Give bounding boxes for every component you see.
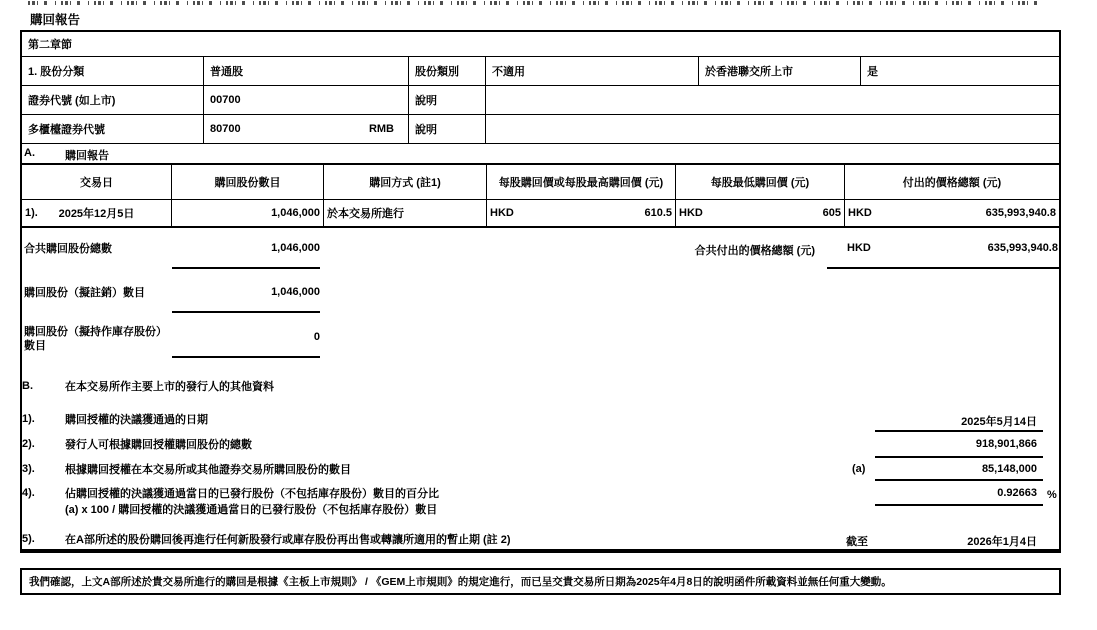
- item3-underline: [875, 479, 1043, 481]
- multi-counter-remark-value: [486, 115, 1059, 144]
- multi-counter-code: 80700: [210, 123, 241, 135]
- item3-text: 根據購回授權在本交易所或其他證券交易所購回股份的數目: [65, 464, 351, 476]
- confirmation-text: 我們確認，上文A部所述於貴交易所進行的購回是根據《主板上市規則》 / 《GEM上市規則》的規定進行，而已呈交貴交易所日期為2025年4月8日的說明函件所載資料並無任何重大變動。: [29, 576, 892, 588]
- stock-code-value: 00700: [204, 86, 409, 115]
- cancel-shares-value: 1,046,000: [271, 286, 320, 298]
- grand-total-currency: HKD: [847, 242, 871, 254]
- item2-number: 2).: [22, 438, 35, 450]
- section2-header: 第二章節: [22, 32, 1059, 57]
- trade-method: 於本交易所進行: [324, 200, 487, 226]
- cancel-shares-underline: [172, 311, 320, 313]
- cancel-shares-label: 購回股份（擬註銷）數目: [24, 287, 145, 299]
- share-type-value: 不適用: [486, 57, 699, 86]
- trade-low-price: 605: [822, 207, 841, 219]
- item1-number: 1).: [22, 413, 35, 425]
- item5-value: 2026年1月4日: [967, 536, 1037, 548]
- item4-percent-sign: %: [1047, 489, 1057, 501]
- share-info-table: [22, 32, 1059, 144]
- item5-number: 5).: [22, 533, 35, 545]
- column-header-trade-date: 交易日: [22, 165, 172, 200]
- trade-high-price: 610.5: [644, 207, 672, 219]
- trade-row-number: 1).: [25, 207, 38, 219]
- item4-text-line1: 佔購回授權的決議獲通過當日的已發行股份（不包括庫存股份）數目的百分比: [65, 488, 439, 500]
- trade-date: 2025年12月5日: [58, 208, 135, 220]
- column-header-method: 購回方式 (註1): [324, 165, 487, 200]
- item3-number: 3).: [22, 463, 35, 475]
- trade-total-paid-cell: [845, 200, 1059, 226]
- listed-on-hkex-value: 是: [861, 57, 1059, 86]
- multi-counter-remark-label: 說明: [409, 115, 486, 144]
- share-class-value: 普通股: [204, 57, 409, 86]
- item5-text: 在A部所述的股份購回後再進行任何新股發行或庫存股份再出售或轉讓所適用的暫止期 (註 2): [65, 534, 511, 546]
- stock-code-remark-value: [486, 86, 1059, 115]
- item3-marker: (a): [852, 463, 866, 475]
- listed-on-hkex-label: 於香港聯交所上市: [699, 57, 861, 86]
- trade-row-date-cell: [22, 200, 172, 226]
- grand-total-underline: [827, 267, 1059, 269]
- item2-underline: [875, 456, 1043, 458]
- total-shares-value: 1,046,000: [271, 242, 320, 254]
- section-a-prefix: A.: [24, 147, 35, 159]
- item5-marker: 截至: [846, 536, 868, 548]
- item4-number: 4).: [22, 487, 35, 499]
- trade-paid-total: 635,993,940.8: [985, 207, 1056, 219]
- grand-total-value: 635,993,940.8: [987, 242, 1058, 254]
- trade-low-price-cell: [676, 200, 845, 226]
- treasury-shares-underline: [172, 356, 320, 358]
- trade-table: [20, 163, 1061, 228]
- item4-value: 0.92663: [997, 487, 1037, 499]
- item1-value: 2025年5月14日: [961, 416, 1037, 428]
- total-shares-underline: [172, 267, 320, 269]
- treasury-shares-value: 0: [313, 331, 320, 343]
- trade-low-currency: HKD: [679, 207, 703, 219]
- stock-code-label: 證券代號 (如上市): [22, 86, 204, 115]
- trade-high-currency: HKD: [490, 207, 514, 219]
- treasury-shares-label: 購回股份（擬持作庫存股份）數目: [24, 326, 167, 352]
- item3-value: 85,148,000: [981, 463, 1037, 475]
- column-header-price-or-highest: 每股購回價或每股最高購回價 (元): [487, 165, 676, 200]
- item2-value: 918,901,866: [975, 438, 1037, 450]
- clipped-top-text: [28, 1, 1040, 5]
- item4-underline: [875, 504, 1043, 506]
- trade-shares: 1,046,000: [172, 200, 324, 226]
- share-class-label: 1. 股份分類: [22, 57, 204, 86]
- confirmation-box: [20, 568, 1061, 595]
- page-title: 購回報告: [30, 13, 81, 27]
- item1-underline: [875, 430, 1043, 432]
- item2-text: 發行人可根據購回授權購回股份的總數: [65, 439, 252, 451]
- trade-paid-currency: HKD: [848, 207, 872, 219]
- multi-counter-currency: RMB: [368, 123, 394, 135]
- multi-counter-code-value: [204, 115, 409, 144]
- share-type-label: 股份類別: [409, 57, 486, 86]
- section-a-heading: 購回報告: [65, 150, 109, 162]
- section-b-prefix: B.: [22, 380, 33, 392]
- stock-code-remark-label: 說明: [409, 86, 486, 115]
- item1-text: 購回授權的決議獲通過的日期: [65, 414, 208, 426]
- section-b-heading: 在本交易所作主要上市的發行人的其他資料: [65, 381, 274, 393]
- column-header-total-paid: 付出的價格總額 (元): [845, 165, 1059, 200]
- column-header-lowest-price: 每股最低購回價 (元): [676, 165, 845, 200]
- item4-text-line2: (a) x 100 / 購回授權的決議獲通過當日的已發行股份（不包括庫存股份）數目: [65, 504, 438, 516]
- trade-high-price-cell: [487, 200, 676, 226]
- multi-counter-code-label: 多櫃檯證券代號: [22, 115, 204, 144]
- grand-total-label: 合共付出的價格總額 (元): [694, 245, 815, 257]
- total-shares-label: 合共購回股份總數: [24, 243, 112, 255]
- column-header-shares-bought: 購回股份數目: [172, 165, 324, 200]
